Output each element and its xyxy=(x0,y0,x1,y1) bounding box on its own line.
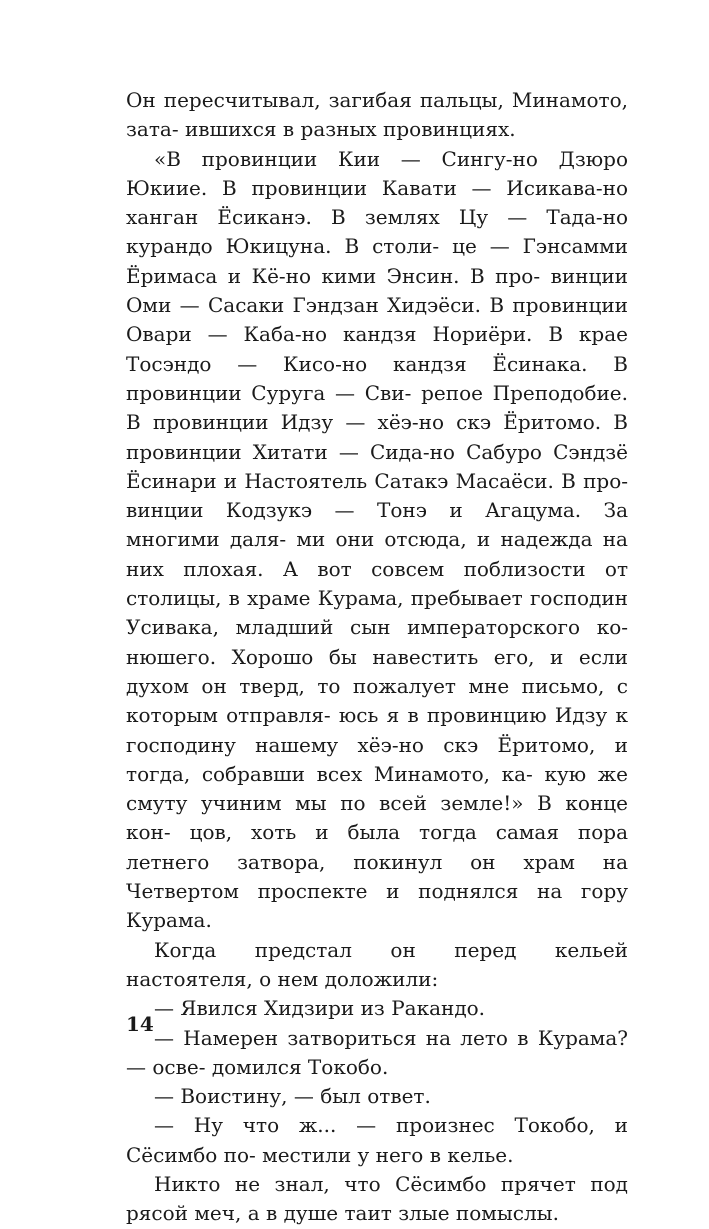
text-line: Ёритомо. В провинции Хитати — Сида-но Сабуро xyxy=(126,410,628,464)
page-number: 14 xyxy=(126,1012,154,1036)
paragraph xyxy=(126,86,628,145)
text-line: Он пересчитывал, загибая пальцы, Минамото, зата- xyxy=(126,88,628,142)
text-line: домился Токобо. xyxy=(211,1054,389,1079)
text-line: юсь я в провинцию Идзу к господину нашему хёэ-но xyxy=(126,703,629,757)
text-line: покинул он храм на Четвертом проспекте и поднялся xyxy=(126,849,629,904)
text-line: винции Оми — Сасаки Гэндзан Хидэёси. В провинции xyxy=(126,263,629,318)
text-line: местили у него в келье. xyxy=(262,1142,514,1167)
paragraph xyxy=(126,936,628,995)
paragraph xyxy=(126,145,628,936)
text-line: нюшего. Хорошо бы навестить его, и если духом он xyxy=(126,644,628,698)
text-line: — Явился Хидзири из Ракандо. xyxy=(154,996,486,1021)
paragraph xyxy=(126,994,628,1023)
text-line: на гору Курама. xyxy=(126,879,629,933)
text-line: ившихся в разных провинциях. xyxy=(184,117,516,142)
text-line: ми они отсюда, и надежда на них плохая. А вот совсем xyxy=(126,527,628,581)
text-line: скэ Ёритомо, и тогда, собравши всех Минамото, ка- xyxy=(126,732,628,786)
text-line: господин Усивака, младший сын императорского ко- xyxy=(126,586,629,640)
paragraph xyxy=(126,1170,628,1229)
text-line: поблизости от столицы, в храме Курама, пребывает xyxy=(126,556,629,611)
text-line: Овари — Каба-но кандзя Нориёри. В крае Тосэндо — xyxy=(126,322,628,376)
text-line: цов, хоть и была тогда самая пора летнего затвора, xyxy=(126,820,629,874)
page-text xyxy=(126,86,628,1229)
text-line: а в душе таит злые помыслы. xyxy=(247,1201,559,1226)
text-line: доложили: xyxy=(324,966,439,991)
text-line: винции Кодзукэ — Тонэ и Агацума. За многими даля- xyxy=(126,498,628,552)
text-line: В землях Цу — Тада-но курандо Юкицуна. В столи- xyxy=(126,205,628,259)
text-line: репое Преподобие. В провинции Идзу — хёэ-но скэ xyxy=(126,380,629,435)
text-line: це — Гэнсамми Ёримаса и Кё-но кими Энсин. В про- xyxy=(126,234,628,288)
text-line: — Ну что ж... — произнес Токобо, и Сёсимбо по- xyxy=(126,1113,628,1167)
text-line: тверд, то пожалует мне письмо, с которым отправля- xyxy=(126,673,629,728)
text-line: — Намерен затвориться на лето в Курама? — осве- xyxy=(126,1025,628,1079)
text-line: Кисо-но кандзя Ёсинака. В провинции Суруга — Сви- xyxy=(126,351,628,405)
paragraph xyxy=(126,1082,628,1111)
text-line: кую же смуту учиним мы по всей земле!» В конце кон- xyxy=(126,761,629,845)
paragraph xyxy=(126,1111,628,1170)
text-line: Сэндзё Ёсинари и Настоятель Сатакэ Масаёси. В про- xyxy=(126,439,629,493)
text-line: В провинции Кавати — Исикава-но ханган Ёсиканэ. xyxy=(126,175,629,230)
text-line: «В провинции Кии — Сингу-но Дзюро Юкиие. xyxy=(126,146,628,200)
text-line: Никто не знал, что Сёсимбо прячет под рясой меч, xyxy=(126,1171,628,1226)
text-line: — Воистину, — был ответ. xyxy=(154,1084,431,1109)
paragraph xyxy=(126,1024,628,1083)
text-line: Когда предстал он перед кельей настоятеля, о нем xyxy=(126,937,628,991)
